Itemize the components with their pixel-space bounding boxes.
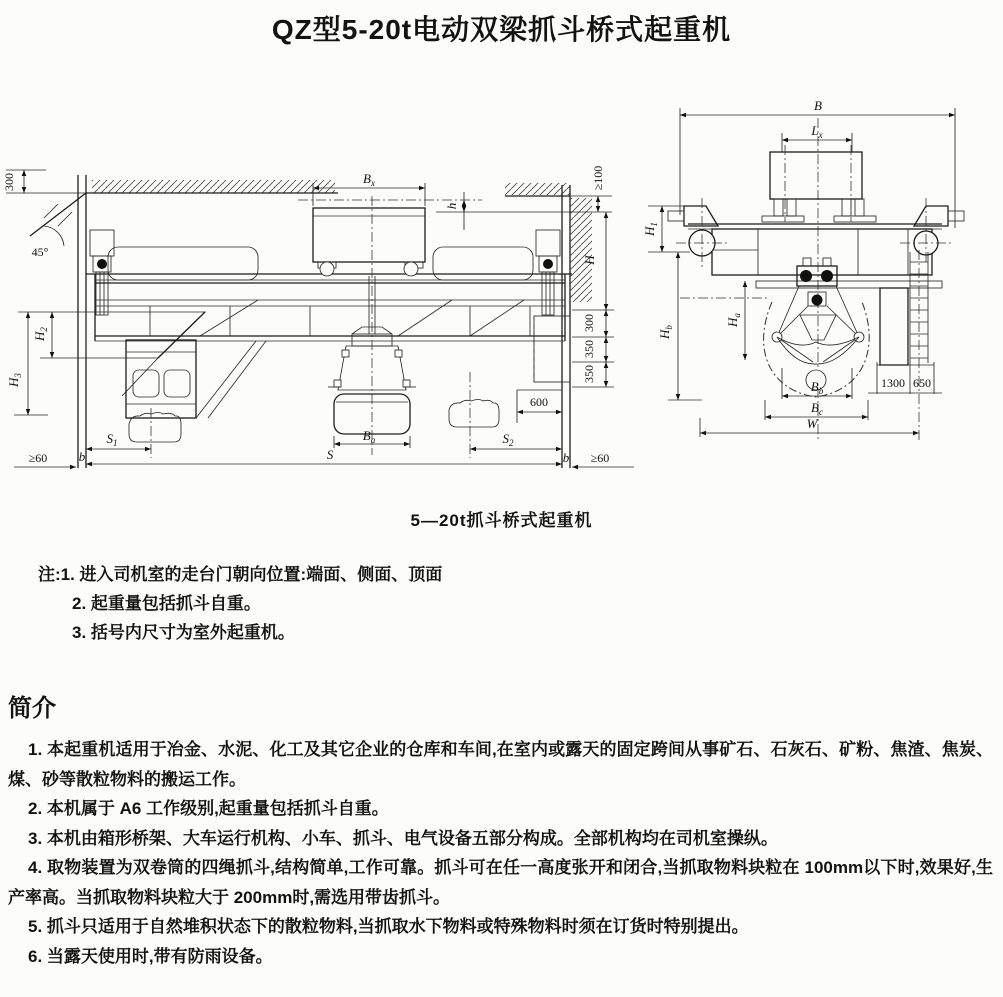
material-pile-left bbox=[129, 408, 181, 458]
dim-label-H: H bbox=[582, 255, 597, 265]
intro-paragraph-4: 4. 取物装置为双卷筒的四绳抓斗,结构简单,工作可靠。抓斗可在任一高度张开和闭合,当抓取物料块粒在 100mm以下时,效果好,生产率高。当抓取物料块粒大于 200mm时,需选用带齿抓斗。 bbox=[8, 858, 993, 907]
dim-label-S: S bbox=[326, 447, 334, 462]
note-line-2: 2. 起重量包括抓斗自重。 bbox=[72, 594, 261, 613]
dim-label-H1: $H_1$ bbox=[642, 222, 659, 236]
operator-cab bbox=[126, 340, 196, 418]
dim-label-ge100: ≥100 bbox=[591, 165, 605, 191]
dim-Hb bbox=[657, 252, 702, 400]
dim-B bbox=[680, 98, 955, 228]
buffer-wheel-left bbox=[668, 198, 730, 268]
notes-block bbox=[38, 560, 442, 647]
dim-label-h: h bbox=[444, 202, 459, 210]
crane-technical-drawing bbox=[0, 85, 1003, 505]
dim-1300-650 bbox=[868, 362, 942, 394]
dim-label-Lx: $L_x$ bbox=[811, 123, 823, 140]
bridge-end-view bbox=[688, 224, 942, 288]
end-truck-left bbox=[90, 230, 114, 315]
dim-label-b-left: b bbox=[78, 449, 86, 464]
end-view bbox=[642, 98, 964, 442]
note-line-1: 注:1. 进入司机室的走台门朝向位置:端面、侧面、顶面 bbox=[38, 565, 443, 584]
dim-label-r350-upper: 350 bbox=[582, 340, 596, 358]
grab-closed bbox=[328, 196, 416, 455]
dim-label-1300: 1300 bbox=[881, 376, 905, 390]
corbel-left bbox=[86, 312, 205, 396]
note-line-3: 3. 括号内尺寸为室外起重机。 bbox=[72, 623, 295, 642]
dim-label-Ha: $H_a$ bbox=[725, 313, 742, 327]
dim-ceiling-offset bbox=[2, 170, 86, 259]
material-pile-right bbox=[449, 372, 499, 458]
dim-label-600: 600 bbox=[530, 395, 548, 409]
dim-label-Hb: $H_b$ bbox=[657, 325, 674, 339]
figure-caption: 5—20t抓斗桥式起重机 bbox=[410, 511, 593, 530]
intro-heading: 简介 bbox=[8, 695, 56, 722]
trolley-end-view bbox=[762, 145, 876, 222]
dim-label-ge60-right: ≥60 bbox=[590, 451, 610, 465]
dim-label-S2: $S_2$ bbox=[502, 431, 514, 448]
dim-H1 bbox=[642, 206, 690, 252]
dim-label-W: W bbox=[806, 416, 818, 431]
intro-paragraph-6: 6. 当露天使用时,带有防雨设备。 bbox=[28, 946, 273, 966]
intro-paragraph-2: 2. 本机属于 A6 工作级别,起重量包括抓斗自重。 bbox=[28, 799, 389, 818]
dim-label-650: 650 bbox=[913, 376, 931, 390]
ladder bbox=[880, 250, 928, 440]
dim-label-b-right: b bbox=[562, 450, 570, 465]
dim-label-r300: 300 bbox=[582, 314, 596, 332]
dim-W bbox=[700, 416, 919, 437]
dim-bottom-row bbox=[14, 431, 634, 467]
intro-paragraph-5: 5. 抓斗只适用于自然堆积状态下的散粒物料,当抓取水下物料或特殊物料时须在订货时特别提出。 bbox=[28, 917, 749, 936]
end-truck-right bbox=[536, 230, 560, 315]
dim-Ha bbox=[680, 281, 770, 360]
dim-label-ge60-left: ≥60 bbox=[28, 451, 48, 465]
dim-label-45deg: 45° bbox=[31, 245, 49, 259]
dim-label-Bx: $B_x$ bbox=[363, 171, 375, 188]
page-title: QZ型5-20t电动双梁抓斗桥式起重机 bbox=[271, 14, 732, 45]
dim-label-Bc: $B_c$ bbox=[811, 400, 823, 417]
dim-label-Bb: $B_b$ bbox=[810, 379, 824, 396]
bridge-girder bbox=[86, 247, 572, 341]
runway-wall-left bbox=[78, 175, 86, 468]
elevation-view bbox=[2, 166, 634, 468]
trolley bbox=[298, 200, 482, 276]
stair-braces bbox=[196, 341, 266, 418]
dim-H2-H3 bbox=[6, 312, 86, 415]
dim-label-r350-lower: 350 bbox=[582, 365, 596, 383]
dim-label-S1: $S_1$ bbox=[106, 431, 118, 448]
dim-label-B: B bbox=[814, 98, 822, 113]
ceiling-left bbox=[30, 180, 338, 246]
grab-open bbox=[764, 258, 870, 397]
ceiling-right bbox=[505, 183, 592, 302]
intro-paragraph-3: 3. 本机由箱形桥架、大车运行机构、小车、抓斗、电气设备五部分构成。全部机构均在司机室操纵。 bbox=[28, 828, 778, 848]
dim-label-H2: $H_2$ bbox=[32, 327, 49, 341]
dim-label-H3: $H_3$ bbox=[6, 373, 23, 387]
intro-section bbox=[8, 688, 993, 971]
dim-Lx bbox=[782, 123, 852, 152]
dim-label-Ba: $B_a$ bbox=[362, 428, 376, 445]
dim-600 bbox=[517, 390, 562, 423]
runway-wall-right bbox=[562, 185, 570, 468]
intro-paragraph-1: 1. 本起重机适用于冶金、水泥、化工及其它企业的仓库和车间,在室内或露天的固定跨间从事矿石、石灰石、矿粉、焦渣、焦炭、煤、砂等散粒物料的搬运工作。 bbox=[8, 740, 993, 789]
dim-label-300: 300 bbox=[2, 173, 16, 191]
